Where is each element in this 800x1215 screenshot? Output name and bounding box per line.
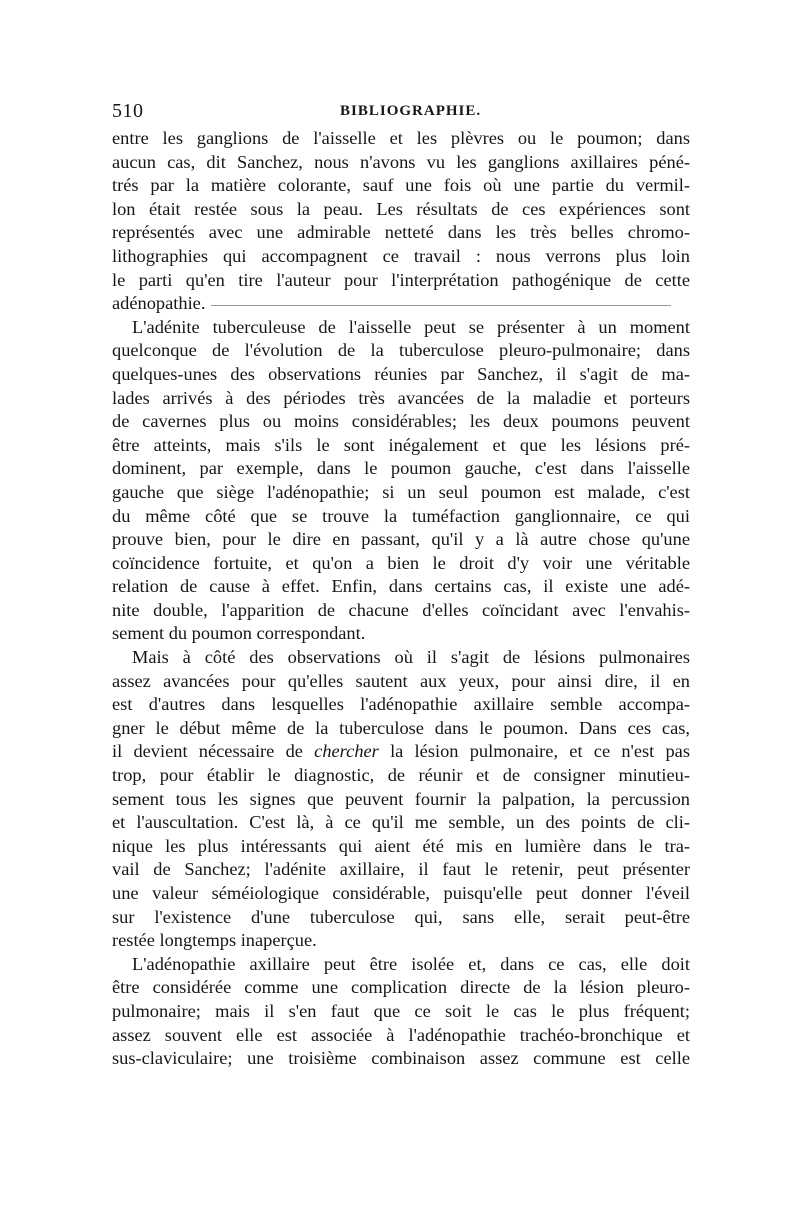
text-line: entre les ganglions de l'aisselle et les plèvres ou le poumon; dans <box>112 128 690 148</box>
paragraph-end-text: adénopathie. <box>112 293 206 314</box>
text-line: aucun cas, dit Sanchez, nous n'avons vu les ganglions axillaires péné- <box>112 151 690 172</box>
text-line: de cavernes plus ou moins considérables; les deux poumons peuvent <box>112 411 690 432</box>
text-line: du même côté que se trouve la tuméfaction ganglionnaire, ce qui <box>112 505 690 526</box>
text-line: sur l'existence d'une tuberculose qui, sans elle, serait peut-être <box>112 906 690 927</box>
body-text <box>112 127 690 1071</box>
text-line: le parti qu'en tire l'auteur pour l'interprétation pathogénique de cette <box>112 269 690 290</box>
text-line-last <box>112 292 690 316</box>
text-line: quelconque de l'évolution de la tuberculose pleuro-pulmonaire; dans <box>112 340 690 361</box>
text-line: dominent, par exemple, dans le poumon gauche, c'est dans l'aisselle <box>112 458 690 479</box>
text-line: Mais à côté des observations où il s'agit de lésions pulmonaires <box>132 647 690 668</box>
text-line: vail de Sanchez; l'adénite axillaire, il faut le retenir, peut présenter <box>112 859 690 880</box>
text-line: nique les plus intéressants qui aient été mis en lumière dans le tra- <box>112 835 690 856</box>
text-line: quelques-unes des observations réunies par Sanchez, il s'agit de ma- <box>112 363 690 384</box>
text-line: être atteints, mais s'ils le sont inégalement et que les lésions pré- <box>112 434 690 455</box>
text-line: est d'autres dans lesquelles l'adénopathie axillaire semble accompa- <box>112 694 690 715</box>
text-line: lon était restée sous la peau. Les résultats de ces expériences sont <box>112 198 690 219</box>
text-line: lithographies qui accompagnent ce travail : nous verrons plus loin <box>112 245 690 266</box>
text-line: prouve bien, pour le dire en passant, qu'il y a là autre chose qu'une <box>112 529 690 550</box>
text-line: trop, pour établir le diagnostic, de réunir et de consigner minutieu- <box>112 765 690 786</box>
text-line: relation de cause à effet. Enfin, dans certains cas, il existe une adé- <box>112 576 690 597</box>
text-line: lades arrivés à des périodes très avancées de la maladie et porteurs <box>112 387 690 408</box>
text-line: être considérée comme une complication directe de la lésion pleuro- <box>112 977 690 998</box>
text-line: représentés avec une admirable netteté dans les très belles chromo- <box>112 222 690 243</box>
text-line: coïncidence fortuite, et qu'on a bien le droit d'y voir une véritable <box>112 552 690 573</box>
italic-word: chercher <box>314 741 379 762</box>
page-header <box>112 100 690 128</box>
text-line-italic-mix <box>112 740 690 764</box>
text-line: assez souvent elle est associée à l'adénopathie trachéo-bronchique et <box>112 1024 690 1045</box>
text-segment: la lésion pulmonaire, et ce n'est pas <box>378 741 690 762</box>
text-line: sus-claviculaire; une troisième combinaison assez commune est celle <box>112 1048 690 1069</box>
text-line: L'adénopathie axillaire peut être isolée et, dans ce cas, elle doit <box>132 953 690 974</box>
text-line: trés par la matière colorante, sauf une fois où une partie du vermil- <box>112 175 690 196</box>
text-line: gauche que siège l'adénopathie; si un seul poumon est malade, c'est <box>112 481 690 502</box>
text-line: une valeur séméiologique considérable, puisqu'elle peut donner l'éveil <box>112 883 690 903</box>
text-line: L'adénite tuberculeuse de l'aisselle peut se présenter à un moment <box>132 316 690 337</box>
running-head: BIBLIOGRAPHIE. <box>340 103 482 119</box>
text-line: et l'auscultation. C'est là, à ce qu'il me semble, un des points de cli- <box>112 812 690 833</box>
text-line: pulmonaire; mais il s'en faut que ce soit le cas le plus fréquent; <box>112 1000 690 1021</box>
text-line: sement du poumon correspondant. <box>112 623 366 644</box>
text-line: restée longtemps inaperçue. <box>112 930 317 951</box>
text-line: gner le début même de la tuberculose dans le poumon. Dans ces cas, <box>112 717 690 738</box>
separator-rule <box>211 304 671 306</box>
text-line: nite double, l'apparition de chacune d'elles coïncidant avec l'envahis- <box>112 599 690 620</box>
text-line: assez avancées pour qu'elles sautent aux yeux, pour ainsi dire, il en <box>112 670 690 691</box>
page-number: 510 <box>112 100 144 122</box>
text-line: sement tous les signes que peuvent fournir la palpation, la percussion <box>112 788 690 809</box>
text-segment: il devient nécessaire de <box>112 741 315 762</box>
